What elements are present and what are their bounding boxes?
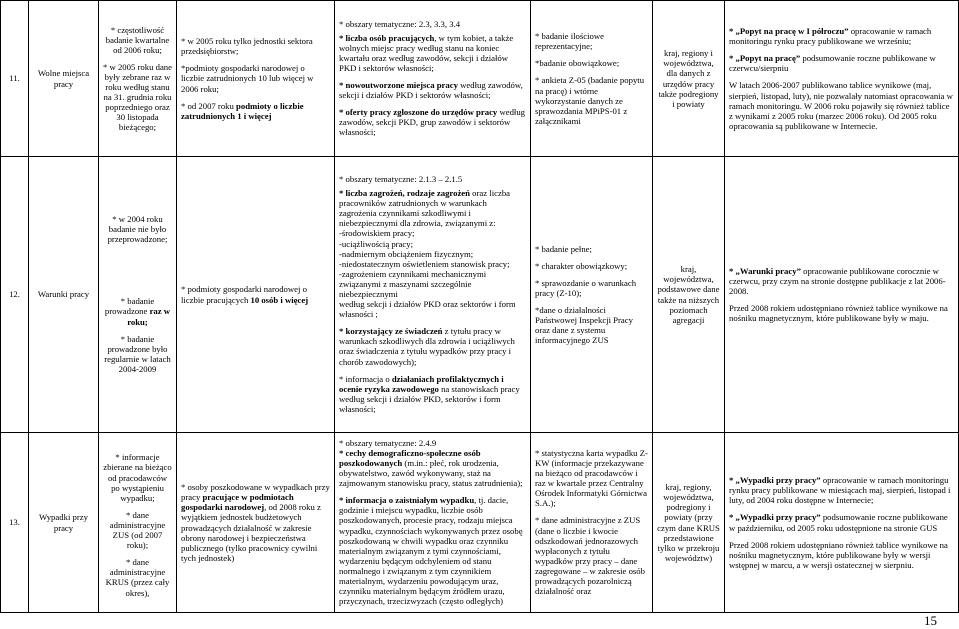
frequency-bold: raz w roku; bbox=[127, 306, 171, 327]
variable-text: z tytułu pracy w warunkach szkodliwych dla zdrowia i uciążliwych oraz świadczenia z tytułu wypadków przy pracy i chorób zawodowych); bbox=[339, 326, 515, 367]
variable-bold: * liczba zagrożeń, rodzaje zagrożeń bbox=[339, 188, 470, 199]
variable-item bbox=[339, 33, 526, 73]
level-cell: kraj, regiony i województwa, dla danych z urzędów pracy także podregiony i powiaty bbox=[653, 1, 725, 157]
publication-text: opracowanie publikowane corocznie w czerwcu, przy czym na stronie dostępne publikacje z lat 2006-2008. bbox=[729, 265, 946, 296]
variables-cell bbox=[335, 1, 531, 157]
row-number: 13. bbox=[1, 433, 29, 613]
publication-title: * „Wypadki przy pracy” bbox=[729, 475, 821, 486]
variable-bold: * cechy demograficzno-społeczne osób poszkodowanych bbox=[339, 447, 481, 468]
variable-bold: * nowoutworzone miejsca pracy bbox=[339, 80, 458, 90]
publication-note bbox=[729, 53, 954, 73]
hazard-list-item: -nadmiernym obciążeniem fizycznym; bbox=[339, 248, 474, 259]
scope-note-pre: * podmioty gospodarki narodowej o liczbie pracujących bbox=[181, 284, 307, 305]
hazard-list-item: -uciążliwością pracy; bbox=[339, 238, 414, 249]
scope-note: *podmioty gospodarki narodowej o liczbie zatrudnionych 10 lub więcej w 2006 roku; bbox=[181, 63, 314, 94]
scope-note bbox=[181, 482, 330, 563]
level-cell: kraj, województwa, podstawowe dane także na niższych poziomach agregacji bbox=[653, 157, 725, 433]
method-note: * badanie ilościowe reprezentacyjne; bbox=[535, 31, 604, 52]
thematic-areas: * obszary tematyczne: 2.3, 3.3, 3.4 bbox=[339, 18, 461, 29]
variables-cell bbox=[335, 157, 531, 433]
table-row bbox=[1, 433, 959, 613]
method-note: * sprawozdanie o warunkach pracy (Z-10); bbox=[535, 277, 637, 298]
method-note: * badanie pełne; bbox=[535, 243, 592, 254]
frequency-note: * badanie prowadzone było regularnie w latach 2004-2009 bbox=[104, 333, 171, 374]
scope-note-pre: * od 2007 roku bbox=[181, 100, 237, 111]
variables-cell bbox=[335, 433, 531, 613]
frequency-cell bbox=[99, 157, 177, 433]
frequency-note: * informacje zbierane na bieżąco od pracodawców po wystąpieniu wypadku; bbox=[103, 452, 172, 503]
scope-cell bbox=[177, 157, 335, 433]
method-cell bbox=[531, 157, 653, 433]
frequency-cell bbox=[99, 1, 177, 157]
method-note: * charakter obowiązkowy; bbox=[535, 260, 628, 271]
publication-note bbox=[729, 475, 954, 505]
publication-cell bbox=[725, 157, 959, 433]
scope-note bbox=[181, 284, 330, 304]
variable-item bbox=[339, 448, 526, 488]
publication-note bbox=[729, 26, 954, 46]
variable-text: według zawodów, sekcji PKD, grup zawodów i sektorów własności; bbox=[339, 107, 526, 138]
method-cell bbox=[531, 433, 653, 613]
scope-note-bold: pracujące w podmiotach gospodarki narodowej bbox=[181, 492, 294, 513]
publication-text: opracowanie w ramach monitoringu rynku pracy publikowane w miesiącach maj, sierpień, listopad i luty, od 2004 roku dostępne w Internecie; bbox=[729, 475, 951, 506]
variable-text: na stanowiskach pracy według sekcji i działów PKD, sektorów i form własności; bbox=[339, 383, 520, 414]
scope-note-text: , od 2008 roku z wyjątkiem jednostek budżetowych prowadzących działalność w zakresie obrony narodowej i bezpieczeństwa publicznego (tylko pracownicy cywilni tych jednostek) bbox=[181, 502, 321, 563]
publication-cell bbox=[725, 433, 959, 613]
frequency-note: * częstotliwość badanie kwartalne od 2006 roku; bbox=[105, 24, 170, 55]
hazard-list-item: -niedostatecznym oświetleniem stanowisk pracy; bbox=[339, 258, 510, 269]
publication-text: podsumowanie roczne publikowane w czerwcu/sierpniu bbox=[729, 53, 936, 74]
hazard-list-item: -zagrożeniem czynnikami mechanicznymi związanymi z maszynami szczególnie niebezpiecznymi bbox=[339, 268, 487, 299]
variable-pre: * informacja o bbox=[339, 373, 392, 384]
variable-text: według zawodów, sekcji i działów PKD i sektorów własności; bbox=[339, 80, 523, 101]
scope-note-pre: * osoby poszkodowane w wypadkach przy pracy bbox=[181, 482, 330, 503]
thematic-areas: * obszary tematyczne: 2.1.3 – 2.1.5 bbox=[339, 173, 463, 184]
publication-title: * „Wypadki przy pracy” bbox=[729, 512, 821, 523]
frequency-note bbox=[103, 296, 172, 326]
table-row bbox=[1, 1, 959, 157]
variable-bold: * informacja o zaistniałym wypadku bbox=[339, 495, 475, 506]
thematic-areas: * obszary tematyczne: 2.4.9 bbox=[339, 437, 437, 448]
variable-bold: * liczba osób pracujących bbox=[339, 32, 435, 43]
level-cell: kraj, regiony, województwa, podregiony i powiaty (przy czym dane KRUS przedstawione tylko w przekroju województw) bbox=[653, 433, 725, 613]
frequency-note: * dane administracyjne ZUS (od 2007 roku); bbox=[109, 509, 166, 551]
publication-note bbox=[729, 266, 954, 296]
frequency-note: * w 2005 roku dane były zebrane raz w roku według stanu na 31. grudnia roku poprzedniego oraz 30 listopada bieżącego; bbox=[103, 61, 173, 133]
variable-item bbox=[339, 188, 526, 228]
table-row bbox=[1, 157, 959, 433]
method-note: * dane administracyjne z ZUS (dane o liczbie i kwocie odszkodowań jednorazowych wypłaconych z tytułu wypadków przy pracy – dane zagregowane – w zakresie osób prowadzących pozarolniczą działalność oraz bbox=[535, 515, 645, 597]
scope-note-bold: 10 osób i więcej bbox=[250, 294, 309, 305]
variable-text: , w tym kobiet, a także wolnych miejsc pracy według stanu na koniec kwartału oraz według zawodów, sekcji i działów PKD i sektorów własności; bbox=[339, 32, 514, 73]
method-note: * statystyczna karta wypadku Z-KW (informacje przekazywane na bieżąco od pracodawców i raz w kwartale przez Centralny Ośrodek Informatyki Górnictwa S.A.); bbox=[535, 447, 648, 509]
survey-name: Wypadki przy pracy bbox=[29, 433, 99, 613]
scope-note: * w 2005 roku tylko jednostki sektora przedsiębiorstw; bbox=[181, 36, 313, 57]
frequency-cell bbox=[99, 433, 177, 613]
row-number: 11. bbox=[1, 1, 29, 157]
variable-item bbox=[339, 326, 526, 366]
publication-text: opracowanie w ramach monitoringu rynku pracy publikowane we wrześniu; bbox=[729, 26, 932, 47]
variable-bold: * korzystający ze świadczeń bbox=[339, 326, 443, 337]
variable-text: , tj. dacie, godzinie i miejscu wypadku, liczbie osób poszkodowanych, procesie pracy, rodzaju miejsca wypadku, czynnościach wykonywanych przez osobę poszkodowaną w chwili wypadku oraz czynniku materialnym związanym z tymi czynnościami, wydarzeniu będącym odchyleniem od stanu normalnego i związanym z tym czynnikiem materialnym, wydarzeniu powodującym uraz, czynniku materialnym będącym źródłem urazu, przyczynach, trzecizwyzach (często odległych) bbox=[339, 495, 523, 607]
variable-item bbox=[339, 107, 526, 137]
publication-note: Przed 2008 rokiem udostępniano również tablice wynikowe na nośniku magnetycznym, które publikowane były w maju. bbox=[729, 303, 948, 324]
variable-bold: działaniach profilaktycznych i ocenie ryzyka zawodowego bbox=[339, 373, 504, 394]
survey-name: Wolne miejsca pracy bbox=[29, 1, 99, 157]
publication-title: * „Popyt na pracę w I półroczu” bbox=[729, 26, 849, 37]
scope-note-bold: podmioty o liczbie zatrudnionych 1 i więcej bbox=[181, 100, 304, 121]
publication-note bbox=[729, 512, 954, 532]
publication-text: podsumowanie roczne publikowane w październiku, od 2005 roku udostępnione na stronie GUS bbox=[729, 512, 948, 533]
frequency-pre: * badanie prowadzone bbox=[104, 296, 155, 317]
variable-item bbox=[339, 80, 526, 100]
variable-text: według sekcji i działów PKD oraz sektorów i form własności ; bbox=[339, 299, 516, 320]
survey-name: Warunki pracy bbox=[29, 157, 99, 433]
publication-title: * „Popyt na pracę” bbox=[729, 53, 801, 64]
row-number: 12. bbox=[1, 157, 29, 433]
variable-text: oraz liczba pracowników zatrudnionych w warunkach zagrożenia czynnikami szkodliwymi i niebezpiecznymi dla zdrowia, związanymi z: bbox=[339, 188, 511, 229]
publication-note: Przed 2008 rokiem udostępniano również tablice wynikowe na nośniku magnetycznym, które publikowane były w wersji wstępnej w marcu, a w wersji ostatecznej w sierpniu. bbox=[729, 539, 948, 570]
publication-title: * „Warunki pracy” bbox=[729, 265, 801, 276]
hazard-list-item: -środowiskiem pracy; bbox=[339, 228, 415, 239]
variable-item bbox=[339, 374, 526, 414]
scope-note bbox=[181, 101, 330, 121]
publication-note: W latach 2006-2007 publikowano tablice wynikowe (maj, sierpień, listopad, luty), nie pozwalały natomiast opracowania w ramach monitoringu. W 2006 roku pojawiły się również tablice z wynikami z 2005 roku (marzec 2006 roku). Od 2005 roku opracowania są publikowane w Internecie. bbox=[729, 80, 953, 131]
frequency-note: * w 2004 roku badanie nie było przeprowadzone; bbox=[107, 214, 168, 245]
publication-cell bbox=[725, 1, 959, 157]
variable-text: (m.in.: płeć, rok urodzenia, obywatelstwo, zawód wykonywany, staż na zajmowanym stanowisku pracy, status zatrudnienia); bbox=[339, 457, 523, 489]
method-cell bbox=[531, 1, 653, 157]
method-note: *badanie obowiązkowe; bbox=[535, 58, 620, 69]
frequency-note: * dane administracyjne KRUS (przez cały okres), bbox=[105, 557, 170, 598]
variable-item bbox=[339, 495, 526, 606]
method-note: * ankieta Z-05 (badanie popytu na pracę) i wtórne wykorzystanie danych ze sprawozdania MPiPS-01 z załącznikami bbox=[535, 75, 645, 126]
scope-cell bbox=[177, 433, 335, 613]
method-note: *dane o działalności Państwowej Inspekcji Pracy oraz dane z systemu informacyjnego ZUS bbox=[535, 305, 633, 346]
variable-bold: * oferty pracy zgłoszone do urzędów pracy bbox=[339, 107, 498, 118]
scope-cell bbox=[177, 1, 335, 157]
page-number: 15 bbox=[924, 613, 937, 628]
